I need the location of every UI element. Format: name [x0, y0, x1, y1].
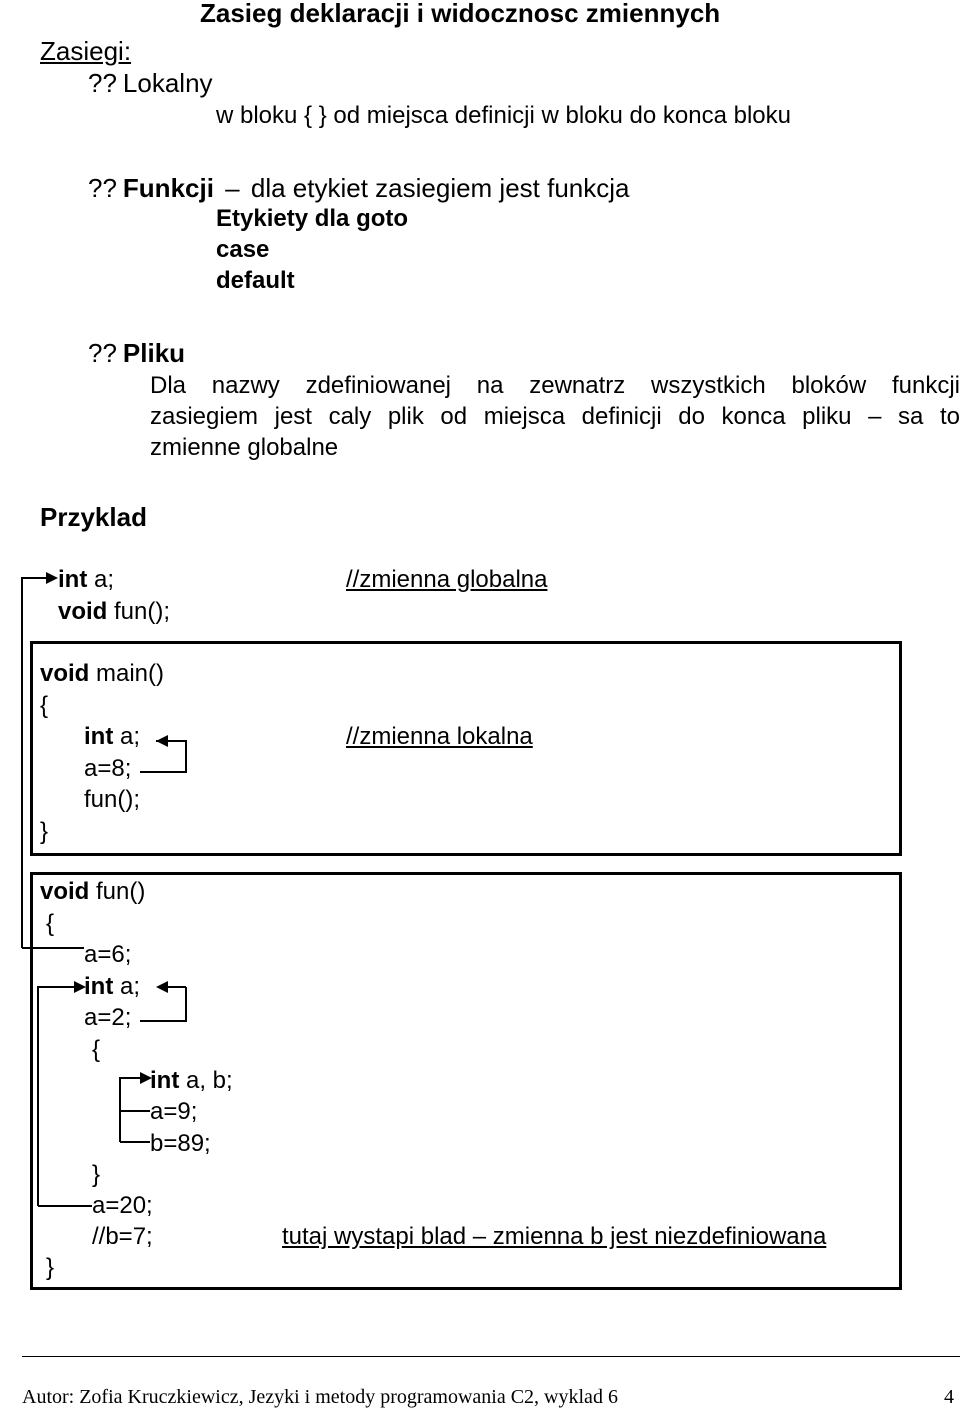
pliku-line: Dla nazwy zdefiniowanej na zewnatrz wszystkich bloków funkcji	[150, 372, 960, 399]
footer-divider	[22, 1356, 960, 1357]
code-line: a=8;	[84, 755, 132, 782]
page-title: Zasieg deklaracji i widocznosc zmiennych	[200, 0, 721, 28]
page-number: 4	[944, 1386, 954, 1408]
keyword: void	[40, 878, 90, 905]
keyword: int	[150, 1067, 180, 1094]
code-line: fun();	[84, 786, 141, 813]
code-text: main()	[89, 660, 165, 687]
brace-close: }	[92, 1161, 101, 1188]
pliku-line: zmienne globalne	[150, 434, 339, 461]
pliku-line: zasiegiem jest caly plik od miejsca definicji do konca pliku – sa to	[150, 403, 960, 430]
local-scope-connector	[140, 741, 186, 772]
keyword: void	[40, 660, 90, 687]
funkcji-item: default	[216, 267, 295, 294]
przyklad-heading: Przyklad	[40, 502, 147, 532]
code-text: a;	[113, 723, 141, 750]
zasiegi-heading: Zasiegi:	[40, 36, 132, 66]
code-text: a;	[113, 973, 141, 1000]
code-text: fun()	[89, 878, 146, 905]
brace-open: {	[92, 1036, 101, 1063]
funkcji-desc: dla etykiet zasiegiem jest funkcja	[250, 173, 630, 203]
bullet-marker: ??	[88, 68, 117, 98]
code-text: fun();	[107, 598, 171, 625]
funkcji-item: case	[216, 236, 270, 263]
brace-open: {	[46, 910, 55, 937]
brace-open: {	[40, 692, 49, 719]
keyword: int	[84, 723, 114, 750]
code-text: a;	[87, 566, 115, 593]
code-line: a=9;	[150, 1098, 198, 1125]
fun-inner-scope-connector	[38, 987, 84, 1206]
code-text: a, b;	[179, 1067, 233, 1094]
bullet-marker: ??	[88, 338, 117, 368]
keyword: void	[58, 598, 108, 625]
comment-local: //zmienna lokalna	[346, 723, 533, 750]
code-line: //b=7;	[92, 1223, 153, 1250]
keyword: int	[84, 973, 114, 1000]
funkcji-label: Funkcji	[122, 173, 214, 203]
footer-author: Autor: Zofia Kruczkiewicz, Jezyki i metody programowania C2, wyklad 6	[22, 1386, 618, 1408]
pliku-label: Pliku	[122, 338, 186, 368]
code-line: a=20;	[92, 1192, 153, 1219]
error-comment: tutaj wystapi blad – zmienna b jest niezdefiniowana	[282, 1223, 827, 1250]
brace-close: }	[40, 818, 49, 845]
code-line: a=6;	[84, 941, 132, 968]
keyword: int	[58, 566, 88, 593]
code-line: b=89;	[150, 1130, 211, 1157]
bullet-marker: ??	[88, 173, 117, 203]
global-scope-connector	[22, 578, 56, 948]
funkcji-dash: –	[225, 173, 240, 203]
brace-close: }	[46, 1254, 55, 1281]
code-line: a=2;	[84, 1004, 132, 1031]
comment-global: //zmienna globalna	[346, 566, 548, 593]
lokalny-desc: w bloku { } od miejsca definicji w bloku do konca bloku	[216, 102, 791, 129]
lokalny-label: Lokalny	[122, 68, 213, 98]
funkcji-item: Etykiety dla goto	[216, 205, 409, 232]
